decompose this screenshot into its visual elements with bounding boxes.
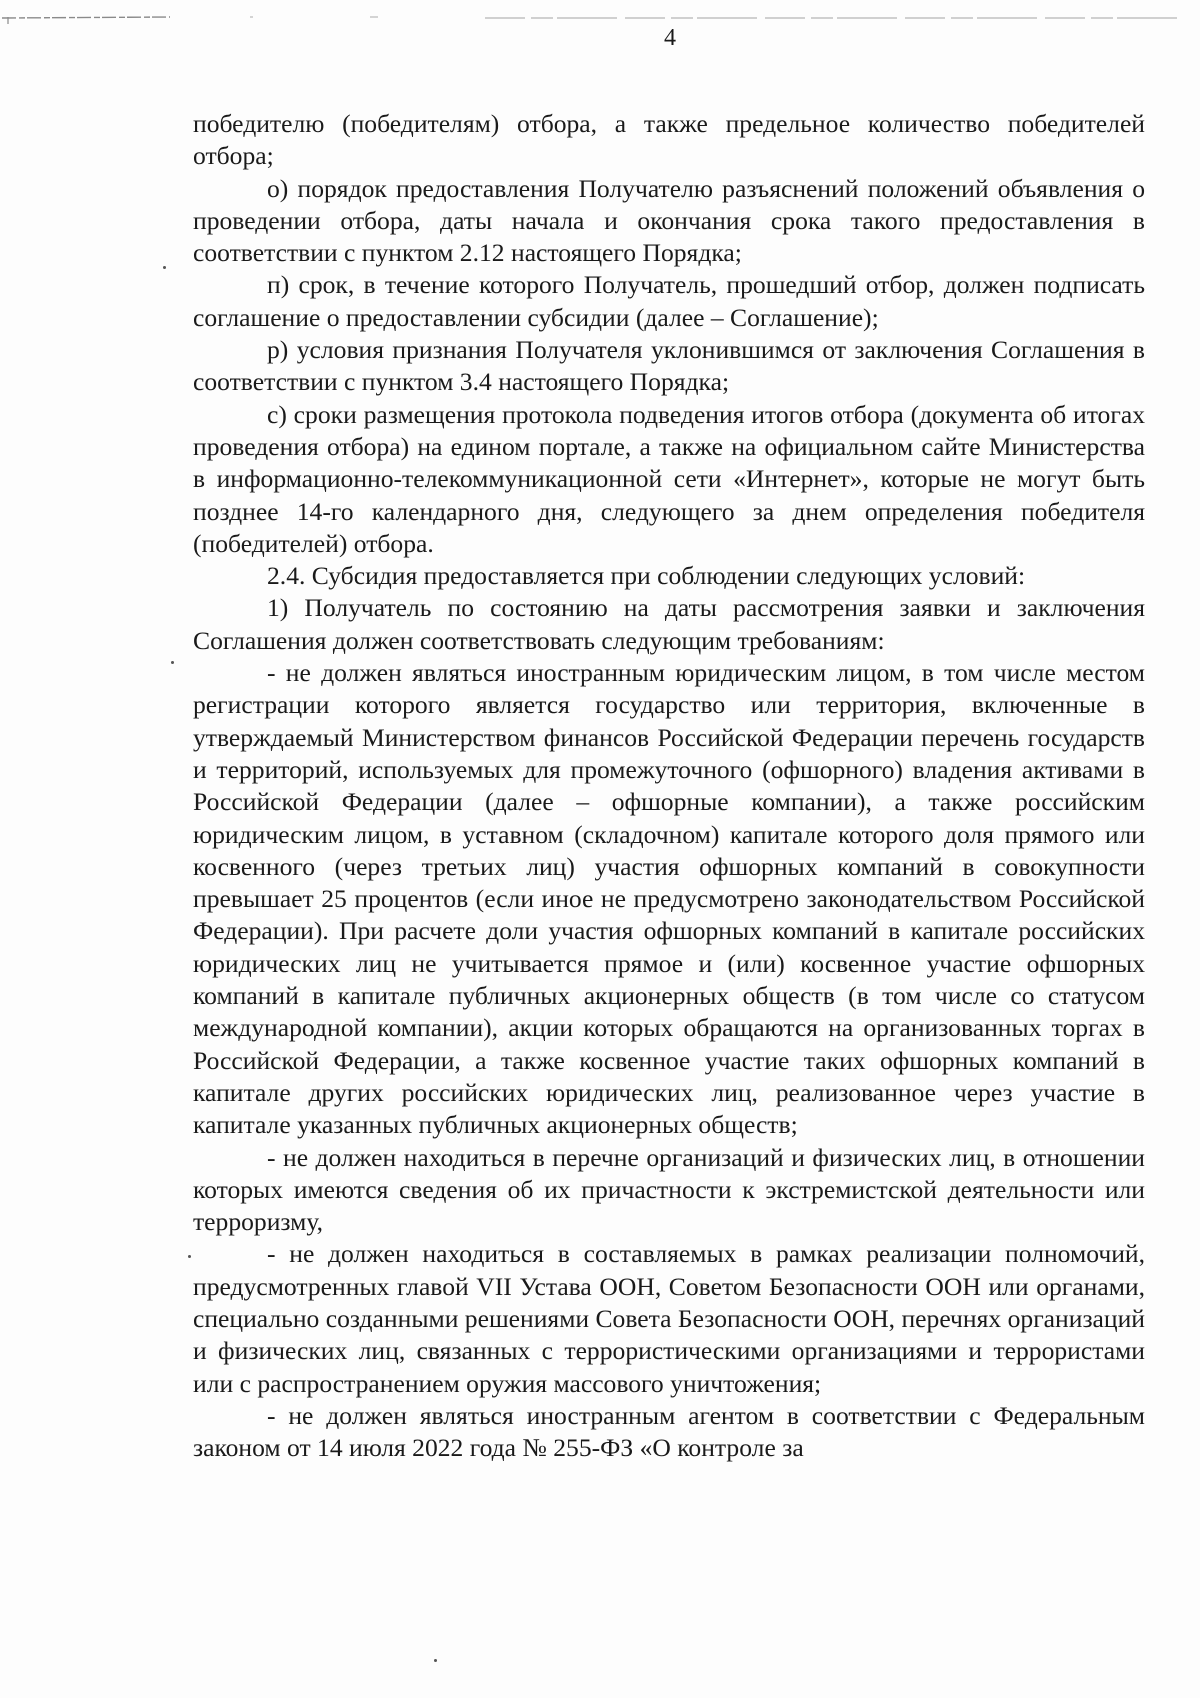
document-body <box>193 108 1145 1464</box>
page-number: 4 <box>664 25 676 51</box>
scan-speck <box>171 661 174 664</box>
paragraph-item-r: р) условия признания Получателя уклонившимся от заключения Соглашения в соответствии с пунктом 3.4 настоящего Порядка; <box>193 335 1145 397</box>
paragraph-extremism-requirement: - не должен находиться в перечне организаций и физических лиц, в отношении которых имеются сведения об их причастности к экстремистской деятельности или терроризму, <box>193 1142 1145 1237</box>
paragraph-continuation: победителю (победителям) отбора, а также предельное количество победителей отбора; <box>193 109 1145 171</box>
paragraph-item-o: о) порядок предоставления Получателю разъяснений положений объявления о проведении отбора, даты начала и окончания срока такого предоставления в соответствии с пунктом 2.12 настоящего Порядка; <box>193 173 1145 268</box>
paragraph-requirement-1: 1) Получатель по состоянию на даты рассмотрения заявки и заключения Соглашения должен соответствовать следующим требованиям: <box>193 593 1145 655</box>
paragraph-item-p: п) срок, в течение которого Получатель, прошедший отбор, должен подписать соглашение о предоставлении субсидии (далее – Соглашение); <box>193 270 1145 332</box>
paragraph-item-s: с) сроки размещения протокола подведения итогов отбора (документа об итогах проведения отбора) на едином портале, а также на официальном сайте Министерства в информационно-телекоммуникационной сети «Интернет», которые не могут быть позднее 14-го календарного дня, следующего за днем определения победителя (победителей) отбора. <box>193 399 1145 558</box>
paragraph-un-sanctions-requirement: - не должен находиться в составляемых в рамках реализации полномочий, предусмотренных главой VII Устава ООН, Советом Безопасности ООН или органами, специально созданными решениями Совета Безопасности ООН, перечнях организаций и физических лиц, связанных с террористическими организациями и террористами или с распространением оружия массового уничтожения; <box>193 1239 1145 1398</box>
scan-speck <box>163 266 166 269</box>
paragraph-section-2-4: 2.4. Субсидия предоставляется при соблюдении следующих условий: <box>267 561 1026 591</box>
paragraph-offshore-requirement: - не должен являться иностранным юридическим лицом, в том числе местом регистрации которого является государство или территория, включенные в утверждаемый Министерством финансов Российской Федерации перечень государств и территорий, используемых для промежуточного (офшорного) владения активами в Российской Федерации (далее – офшорные компании), а также российским юридическим лицом, в уставном (складочном) капитале которого доля прямого или косвенного (через третьих лиц) участия офшорных компаний в совокупности превышает 25 процентов (если иное не предусмотрено законодательством Российской Федерации). При расчете доли участия офшорных компаний в капитале российских юридических лиц не учитывается прямое и (или) косвенное участие офшорных компаний в капитале публичных акционерных обществ (в том числе со статусом международной компании), акции которых обращаются на организованных торгах в Российской Федерации, а также косвенное участие таких офшорных компаний в капитале других российских юридических лиц, реализованное через участие в капитале указанных публичных акционерных обществ; <box>193 658 1145 1140</box>
paragraph-foreign-agent-requirement: - не должен являться иностранным агентом в соответствии с Федеральным законом от 14 июля 2022 года № 255-ФЗ «О контроле за <box>193 1400 1145 1463</box>
scan-speck <box>434 1659 437 1662</box>
scan-speck <box>188 1255 191 1258</box>
